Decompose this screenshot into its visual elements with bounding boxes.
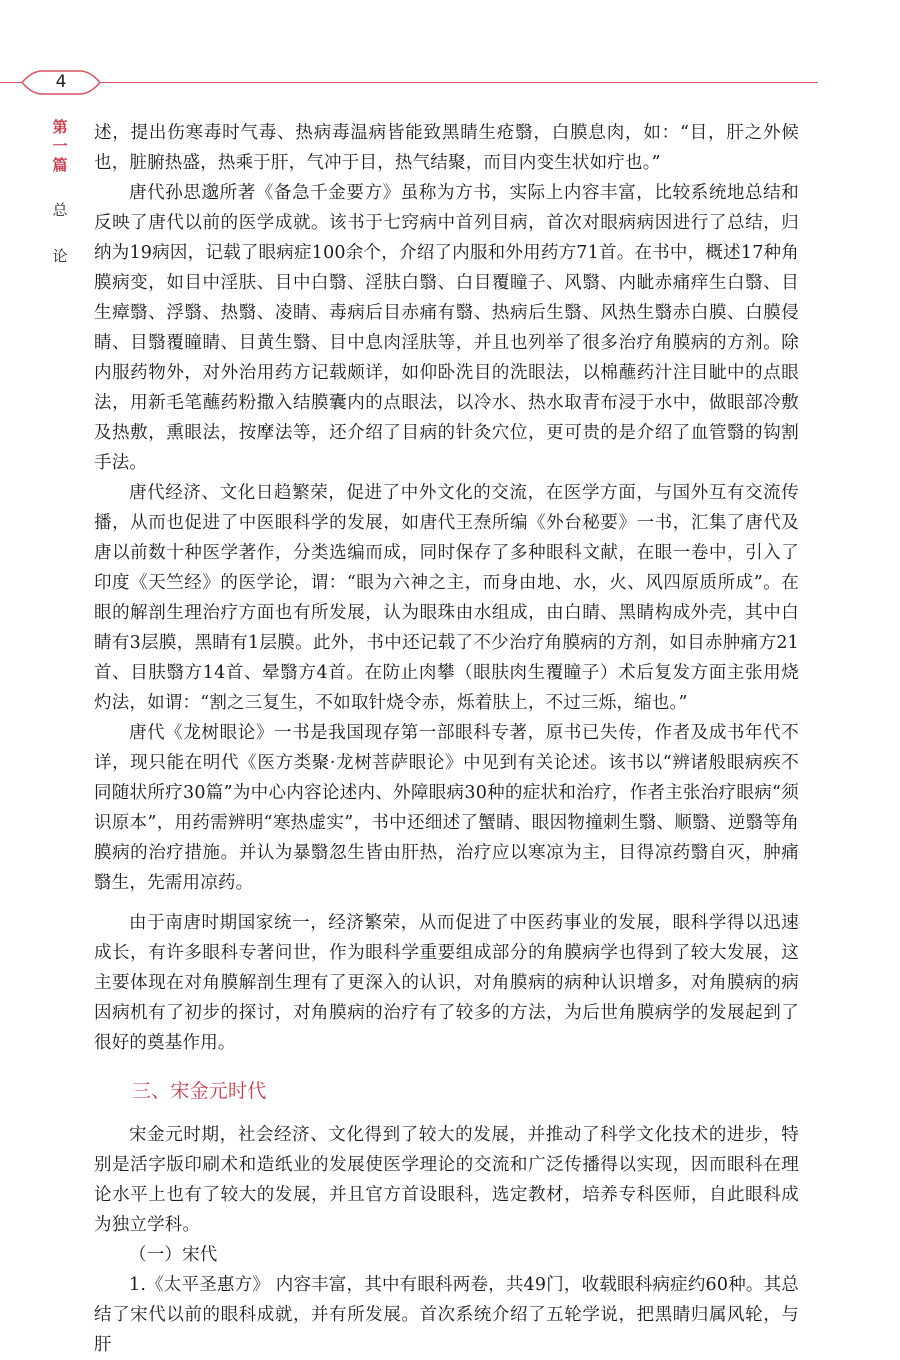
paragraph: 唐代经济、文化日趋繁荣，促进了中外文化的交流，在医学方面，与国外互有交流传播，从而也促进了中医眼科学的发展，如唐代王焘所编《外台秘要》一书，汇集了唐代及唐以前数十种医学著作，分类选编而成，同时保存了多种眼科文献，在眼一卷中，引入了印度《天竺经》的医学论，谓：“眼为六神之主，而身由地、水，火、风四原质所成”。在眼的解剖生理治疗方面也有所发展，认为眼珠由水组成，由白睛、黑睛构成外壳，其中白睛有3层膜，黑睛有1层膜。此外，书中还记载了不少治疗角膜病的方剂，如目赤肿痛方21首、目肤翳方14首、晕翳方4首。在防止肉攀（眼肤肉生覆瞳子）术后复发方面主张用烧灼法，如谓：“割之三复生，不如取针烧令赤，烁着肤上，不过三烁，缩也。” <box>94 483 799 713</box>
part-title <box>46 201 74 293</box>
paragraph: 由于南唐时期国家统一，经济繁荣，从而促进了中医药事业的发展，眼科学得以迅速成长，有许多眼科专著问世，作为眼科学重要组成部分的角膜病学也得到了较大发展，这主要体现在对角膜解剖生理有了更深入的认识，对角膜病的病种认识增多，对角膜病的病因病机有了初步的探讨，对角膜病的治疗有了较多的方法，为后世角膜病学的发展起到了很好的奠基作用。 <box>94 913 799 1053</box>
section-intro: 宋金元时期，社会经济、文化得到了较大的发展，并推动了科学文化技术的进步，特别是活字版印刷术和造纸业的发展使医学理论的交流和广泛传播得以实现，因而眼科在理论水平上也有了较大的发展，并且官方首设眼科，选定教材，培养专科医师，自此眼科成为独立学科。 <box>94 1125 799 1235</box>
chapter-side-label <box>46 118 74 293</box>
part-label <box>46 118 74 175</box>
title-char: 总 <box>52 201 68 219</box>
section-heading: 三、宋金元时代 <box>132 1080 267 1102</box>
subsection-heading: （一）宋代 <box>129 1245 218 1265</box>
page-body <box>94 118 799 1360</box>
page-number: 4 <box>55 72 67 92</box>
paragraph: 唐代孙思邈所著《备急千金要方》虽称为方书，实际上内容丰富，比较系统地总结和反映了唐代以前的医学成就。该书于七窍病中首列目病，首次对眼病病因进行了总结，归纳为19病因，记载了眼病症100余个，介绍了内服和外用药方71首。在书中，概述17种角膜病变，如目中淫肤、目中白翳、淫肤白翳、白目覆瞳子、风翳、内眦赤痛痒生白翳、目生瘴翳、浮翳、热翳、凌睛、毒病后目赤痛有翳、热病后生翳、风热生翳赤白膜、白膜侵睛、目翳覆瞳睛、目黄生翳、目中息肉淫肤等，并且也列举了很多治疗角膜病的方剂。除内服药物外，对外治用药方记载颇详，如仰卧洗目的洗眼法，以棉蘸药汁注目眦中的点眼法，用新毛笔蘸药粉撒入结膜囊内的点眼法，以冷水、热水取青布浸于水中，做眼部冷敷及热敷，熏眼法，按摩法等，还介绍了目病的针灸穴位，更可贵的是介绍了血管翳的钩割手法。 <box>94 183 799 473</box>
list-item: 1.《太平圣惠方》 内容丰富，其中有眼科两卷，共49门，收载眼科病症约60种。其总结了宋代以前的眼科成就，并有所发展。首次系统介绍了五轮学说，把黑睛归属风轮，与肝 <box>94 1275 799 1355</box>
part-char: 篇 <box>52 156 68 174</box>
paragraph: 唐代《龙树眼论》一书是我国现存第一部眼科专著，原书已失传，作者及成书年代不详，现只能在明代《医方类聚·龙树菩萨眼论》中见到有关论述。该书以“辨诸般眼病疾不同随状所疗30篇”为中心内容论述内、外障眼病30种的症状和治疗，作者主张治疗眼病“须识原本”，用药需辨明“寒热虚实”，书中还细述了蟹睛、眼因物撞刺生翳、顺翳、逆翳等角膜病的治疗措施。并认为暴翳忽生皆由肝热，治疗应以寒凉为主，目得凉药翳自灭，肿痛翳生，先需用凉药。 <box>94 723 799 893</box>
header-rule <box>0 82 818 83</box>
paragraph: 述，提出伤寒毒时气毒、热病毒温病皆能致黑睛生疮翳，白膜息肉，如：“目，肝之外候也，脏腑热盛，热乘于肝，气冲于目，热气结聚，而目内变生状如疔也。” <box>94 123 799 173</box>
title-char: 论 <box>52 247 68 265</box>
part-char: 一 <box>52 137 68 155</box>
part-char: 第 <box>52 118 68 136</box>
